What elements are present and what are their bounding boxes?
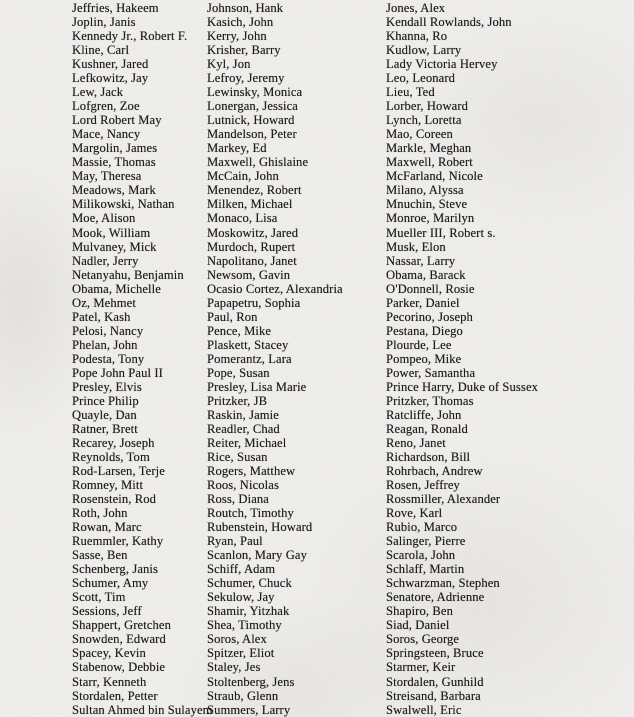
list-item: Milikowski, Nathan (72, 197, 175, 212)
list-item: Khanna, Ro (386, 29, 448, 44)
list-item: Pestana, Diego (386, 323, 463, 338)
list-item: Presley, Elvis (72, 379, 142, 394)
list-item: Sekulow, Jay (207, 590, 275, 605)
list-item: Romney, Mitt (72, 478, 144, 493)
list-item: Rossmiller, Alexander (386, 492, 501, 507)
list-item: Ocasio Cortez, Alexandria (207, 281, 343, 296)
list-item: Quayle, Dan (72, 407, 137, 422)
list-item: Mandelson, Peter (207, 127, 297, 142)
list-item: Sasse, Ben (72, 548, 128, 563)
list-item: O'Donnell, Rosie (386, 281, 475, 296)
list-item: Shapiro, Ben (386, 604, 453, 619)
list-item: Rod-Larsen, Terje (72, 464, 165, 479)
list-item: Rove, Karl (386, 506, 443, 521)
list-item: Mueller III, Robert s. (386, 225, 496, 240)
list-item: Stabenow, Debbie (72, 660, 166, 675)
list-item: Lynch, Loretta (386, 113, 462, 128)
list-item: Meadows, Mark (72, 183, 156, 198)
list-item: Murdoch, Rupert (207, 239, 296, 254)
list-item: Stoltenberg, Jens (207, 674, 295, 689)
list-item: Papapetru, Sophia (207, 295, 301, 310)
list-item: Roth, John (72, 506, 128, 521)
list-item: Salinger, Pierre (386, 534, 466, 549)
list-item: Mulvaney, Mick (72, 239, 157, 254)
list-item: Shea, Timothy (207, 618, 282, 633)
name-list-column-1 (72, 1, 213, 717)
list-item: Summers, Larry (207, 702, 291, 717)
list-item: Spacey, Kevin (72, 646, 146, 661)
list-item: Mace, Nancy (72, 127, 141, 142)
list-item: Schwarzman, Stephen (386, 576, 500, 591)
list-item: Pecorino, Joseph (386, 309, 473, 324)
list-item: Lieu, Ted (386, 85, 435, 100)
list-item: Mnuchin, Steve (386, 197, 468, 212)
list-item: Rohrbach, Andrew (386, 464, 483, 479)
list-item: Obama, Barack (386, 267, 466, 282)
list-item: Kendall Rowlands, John (386, 15, 512, 30)
list-item: Maxwell, Ghislaine (207, 155, 309, 170)
list-item: Rubenstein, Howard (207, 520, 313, 535)
name-list-column-3 (386, 1, 538, 717)
list-item: Soros, Alex (207, 632, 267, 647)
list-item: Musk, Elon (386, 239, 446, 254)
list-item: Parker, Daniel (386, 295, 460, 310)
list-item: Lord Robert May (72, 113, 162, 128)
list-item: Soros, George (386, 632, 460, 647)
list-item: Raskin, Jamie (207, 407, 279, 422)
list-item: Stordalen, Gunhild (386, 674, 484, 689)
list-item: Nassar, Larry (386, 253, 456, 268)
list-item: Schenberg, Janis (72, 562, 159, 577)
list-item: Schumer, Amy (72, 576, 149, 591)
list-item: Spitzer, Eliot (207, 646, 275, 661)
list-item: Markey, Ed (207, 141, 267, 156)
list-item: Reno, Janet (386, 435, 446, 450)
list-item: McFarland, Nicole (386, 169, 483, 184)
list-item: Johnson, Hank (207, 1, 284, 15)
list-item: Mao, Coreen (386, 127, 453, 142)
list-item: Kushner, Jared (72, 57, 149, 72)
list-item: Napolitano, Janet (207, 253, 297, 268)
list-item: Milano, Alyssa (386, 183, 464, 198)
list-item: Margolin, James (72, 141, 158, 156)
list-item: Kline, Carl (72, 43, 130, 58)
list-item: Markle, Meghan (386, 141, 472, 156)
list-item: Schumer, Chuck (207, 576, 292, 591)
list-item: Routch, Timothy (207, 506, 294, 521)
list-item: Presley, Lisa Marie (207, 379, 307, 394)
list-item: Pompeo, Mike (386, 351, 462, 366)
list-item: Kyl, Jon (207, 57, 251, 72)
list-item: Reynolds, Tom (72, 450, 150, 464)
list-item: Podesta, Tony (72, 351, 145, 366)
list-item: Schlaff, Martin (386, 562, 465, 577)
list-item: Ruemmler, Kathy (72, 534, 164, 549)
list-item: Starr, Kenneth (72, 674, 147, 689)
list-item: Schiff, Adam (207, 562, 276, 577)
list-item: Moe, Alison (72, 211, 136, 226)
list-item: May, Theresa (72, 169, 142, 184)
list-item: Lady Victoria Hervey (386, 57, 498, 72)
list-item: Reagan, Ronald (386, 421, 468, 436)
list-item: Netanyahu, Benjamin (72, 267, 184, 282)
list-item: Lefkowitz, Jay (72, 71, 149, 86)
list-item: Monaco, Lisa (207, 211, 278, 226)
list-item: Starmer, Keir (386, 660, 456, 675)
list-item: Straub, Glenn (207, 688, 279, 703)
list-item: Jeffries, Hakeem (72, 1, 159, 15)
list-item: Richardson, Bill (386, 450, 471, 464)
list-item: Lutnick, Howard (207, 113, 295, 128)
list-item: Roos, Nicolas (207, 478, 279, 493)
list-item: Swalwell, Eric (386, 702, 462, 717)
list-item: Pope John Paul II (72, 365, 163, 380)
list-item: Pritzker, Thomas (386, 393, 474, 408)
list-item: Sessions, Jeff (72, 604, 142, 619)
list-item: Jones, Alex (386, 1, 446, 15)
list-item: Obama, Michelle (72, 281, 161, 296)
list-item: Plourde, Lee (386, 337, 452, 352)
list-item: Pelosi, Nancy (72, 323, 144, 338)
list-item: Lofgren, Zoe (72, 99, 140, 114)
list-item: Siad, Daniel (386, 618, 450, 633)
list-item: Joplin, Janis (72, 15, 136, 30)
list-item: Massie, Thomas (72, 155, 156, 170)
list-item: Plaskett, Stacey (207, 337, 289, 352)
list-item: Lewinsky, Monica (207, 85, 303, 100)
list-item: Readler, Chad (207, 421, 280, 436)
list-item: Rowan, Marc (72, 520, 142, 535)
list-item: Stordalen, Petter (72, 688, 158, 703)
list-item: Springsteen, Bruce (386, 646, 484, 661)
list-item: Reiter, Michael (207, 435, 287, 450)
list-item: Kasich, John (207, 15, 274, 30)
list-item: Newsom, Gavin (207, 267, 291, 282)
list-item: McCain, John (207, 169, 279, 184)
list-item: Milken, Michael (207, 197, 293, 212)
list-item: Ryan, Paul (207, 534, 263, 549)
list-item: Shamir, Yitzhak (207, 604, 290, 619)
list-item: Krisher, Barry (207, 43, 281, 58)
list-item: Paul, Ron (207, 309, 258, 324)
list-item: Prince Philip (72, 393, 139, 408)
list-item: Rosenstein, Rod (72, 492, 157, 507)
list-item: Scarola, John (386, 548, 456, 563)
list-item: Rubio, Marco (386, 520, 458, 535)
list-item: Ross, Diana (207, 492, 269, 507)
list-item: Scott, Tim (72, 590, 126, 605)
list-item: Pomerantz, Lara (207, 351, 292, 366)
list-item: Patel, Kash (72, 309, 131, 324)
list-item: Leo, Leonard (386, 71, 456, 86)
list-item: Snowden, Edward (72, 632, 166, 647)
name-list-column-2 (207, 1, 343, 717)
list-item: Lew, Jack (72, 85, 124, 100)
list-item: Lorber, Howard (386, 99, 469, 114)
list-item: Kudlow, Larry (386, 43, 462, 58)
list-item: Scanlon, Mary Gay (207, 548, 307, 563)
list-item: Pence, Mike (207, 323, 272, 338)
list-item: Lefroy, Jeremy (207, 71, 285, 86)
list-item: Lonergan, Jessica (207, 99, 298, 114)
list-item: Pritzker, JB (207, 393, 268, 408)
list-item: Monroe, Marilyn (386, 211, 475, 226)
list-item: Phelan, John (72, 337, 138, 352)
list-item: Streisand, Barbara (386, 688, 481, 703)
list-item: Mook, William (72, 225, 151, 240)
list-item: Kerry, John (207, 29, 267, 44)
list-item: Ratner, Brett (72, 421, 138, 436)
list-item: Ratcliffe, John (386, 407, 462, 422)
list-item: Recarey, Joseph (72, 435, 155, 450)
list-item: Power, Samantha (386, 365, 476, 380)
list-item: Kennedy Jr., Robert F. (72, 29, 188, 44)
list-item: Oz, Mehmet (72, 295, 136, 310)
list-item: Prince Harry, Duke of Sussex (386, 379, 539, 394)
list-item: Rogers, Matthew (207, 464, 296, 479)
list-item: Sultan Ahmed bin Sulayem (72, 702, 213, 717)
list-item: Nadler, Jerry (72, 253, 139, 268)
list-item: Maxwell, Robert (386, 155, 473, 170)
list-item: Rosen, Jeffrey (386, 478, 460, 493)
list-item: Rice, Susan (207, 450, 268, 464)
list-item: Staley, Jes (207, 660, 261, 675)
list-item: Menendez, Robert (207, 183, 302, 198)
list-item: Senatore, Adrienne (386, 590, 485, 605)
list-item: Moskowitz, Jared (207, 225, 299, 240)
list-item: Shappert, Gretchen (72, 618, 172, 633)
list-item: Pope, Susan (207, 365, 270, 380)
